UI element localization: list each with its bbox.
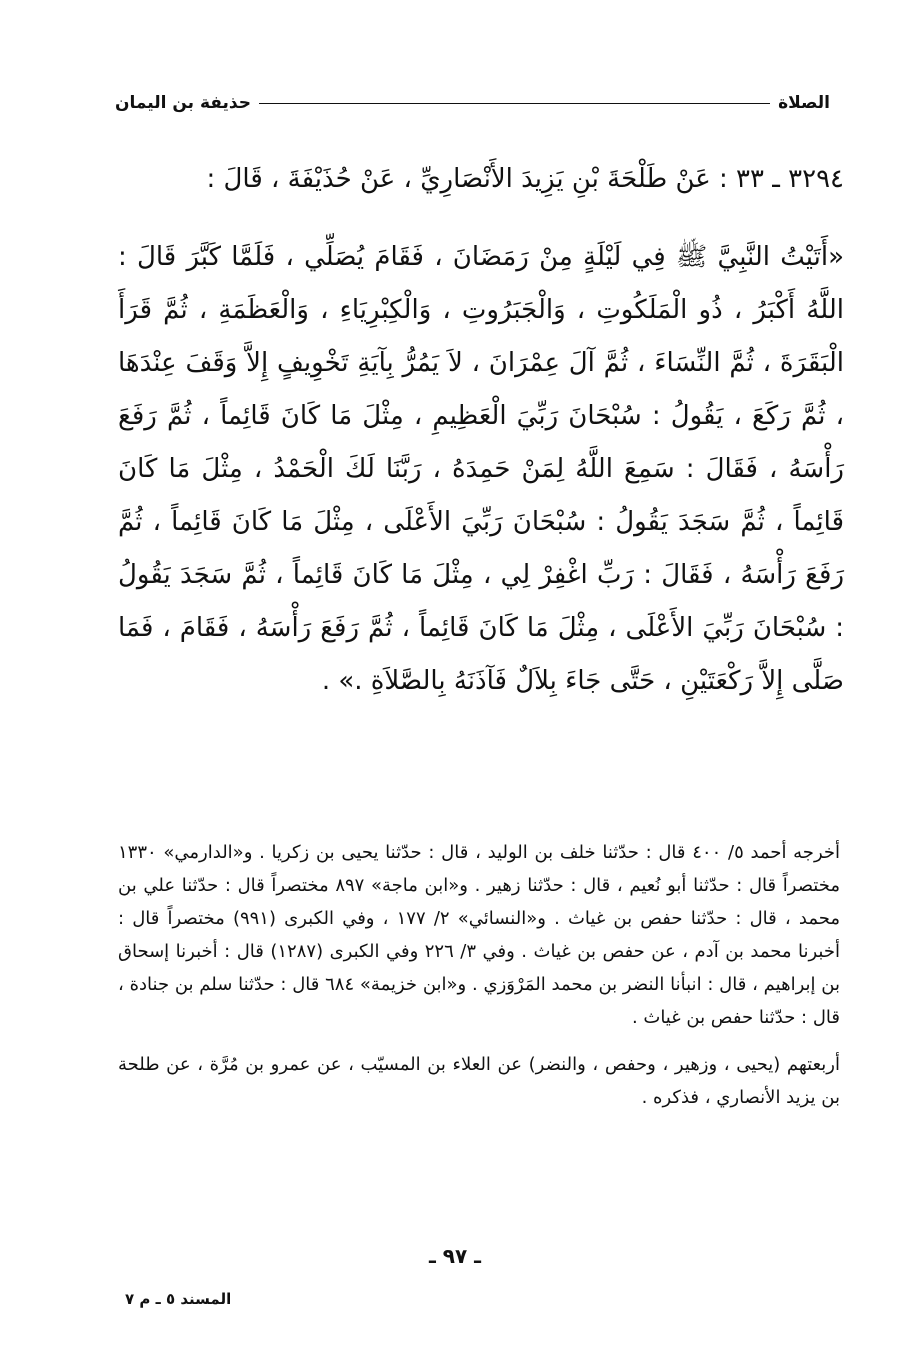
hadith-intro: ٣٢٩٤ ـ ٣٣ : عَنْ طَلْحَةَ بْنِ يَزِيدَ الأَنْصَارِيِّ ، عَنْ حُذَيْفَةَ ، قَالَ : (206, 164, 844, 194)
printer-signature: المسند ٥ ـ م ٧ (125, 1290, 232, 1308)
hadith-body (118, 153, 844, 708)
section-title: الصلاة (778, 93, 830, 113)
takhrij-note: أخرجه أحمد ٥/ ٤٠٠ قال : حدّثنا خلف بن الوليد ، قال : حدّثنا يحيى بن زكريا . و«الدارمي» ١٣٣٠ مختصراً قال : حدّثنا أبو نُعيم ، قال : حدّثنا زهير . و«ابن ماجة» ٨٩٧ مختصراً قال : حدّثنا علي بن محمد ، قال : حدّثنا حفص بن غياث . و«النسائي» ٢/ ١٧٧ ، وفي الكبرى (٩٩١) مختصراً قال : أخبرنا محمد بن آدم ، عن حفص بن غياث . وفي ٣/ ٢٢٦ وفي الكبرى (١٢٨٧) قال : أخبرنا إسحاق بن إبراهيم ، قال : انبأنا النضر بن محمد المَرْوَزي . و«ابن خزيمة» ٦٨٤ قال : حدّثنا سلم بن جنادة ، قال : حدّثنا حفص بن غياث . (118, 842, 840, 1028)
running-header (115, 88, 830, 118)
header-rule (259, 103, 770, 104)
page-number: ـ ٩٧ ـ (428, 1244, 482, 1268)
chain-summary: أربعتهم (يحيى ، وزهير ، وحفص ، والنضر) عن العلاء بن المسيّب ، عن عمرو بن مُرَّة ، عن طلحة بن يزيد الأنصاري ، فذكره . (118, 1054, 840, 1108)
narrator-title: حذيفة بن اليمان (115, 93, 251, 113)
hadith-text: «أَتَيْتُ النَّبِيَّ ﷺ فِي لَيْلَةٍ مِنْ رَمَضَانَ ، فَقَامَ يُصَلِّي ، فَلَمَّا كَبَّرَ قَالَ : اللَّهُ أَكْبَرُ ، ذُو الْمَلَكُوتِ ، وَالْجَبَرُوتِ ، وَالْكِبْرِيَاءِ ، وَالْعَظَمَةِ ، ثُمَّ قَرَأَ الْبَقَرَةَ ، ثُمَّ النِّسَاءَ ، ثُمَّ آلَ عِمْرَانَ ، لاَ يَمُرُّ بِآيَةِ تَخْوِيفٍ إِلاَّ وَقَفَ عِنْدَهَا ، ثُمَّ رَكَعَ ، يَقُولُ : سُبْحَانَ رَبِّيَ الْعَظِيمِ ، مِثْلَ مَا كَانَ قَائِماً ، ثُمَّ رَفَعَ رَأْسَهُ ، فَقَالَ : سَمِعَ اللَّهُ لِمَنْ حَمِدَهُ ، رَبَّنَا لَكَ الْحَمْدُ ، مِثْلَ مَا كَانَ قَائِماً ، ثُمَّ سَجَدَ يَقُولُ : سُبْحَانَ رَبِّيَ الأَعْلَى ، مِثْلَ مَا كَانَ قَائِماً ، ثُمَّ رَفَعَ رَأْسَهُ ، فَقَالَ : رَبِّ اغْفِرْ لِي ، مِثْلَ مَا كَانَ قَائِماً ، ثُمَّ سَجَدَ يَقُولُ : سُبْحَانَ رَبِّيَ الأَعْلَى ، مِثْلَ مَا كَانَ قَائِماً ، ثُمَّ رَفَعَ رَأْسَهُ ، فَقَامَ ، فَمَا صَلَّى إِلاَّ رَكْعَتَيْنِ ، حَتَّى جَاءَ بِلاَلٌ فَآذَنَهُ بِالصَّلاَةِ .» . (118, 242, 844, 696)
footnotes (118, 836, 840, 1114)
